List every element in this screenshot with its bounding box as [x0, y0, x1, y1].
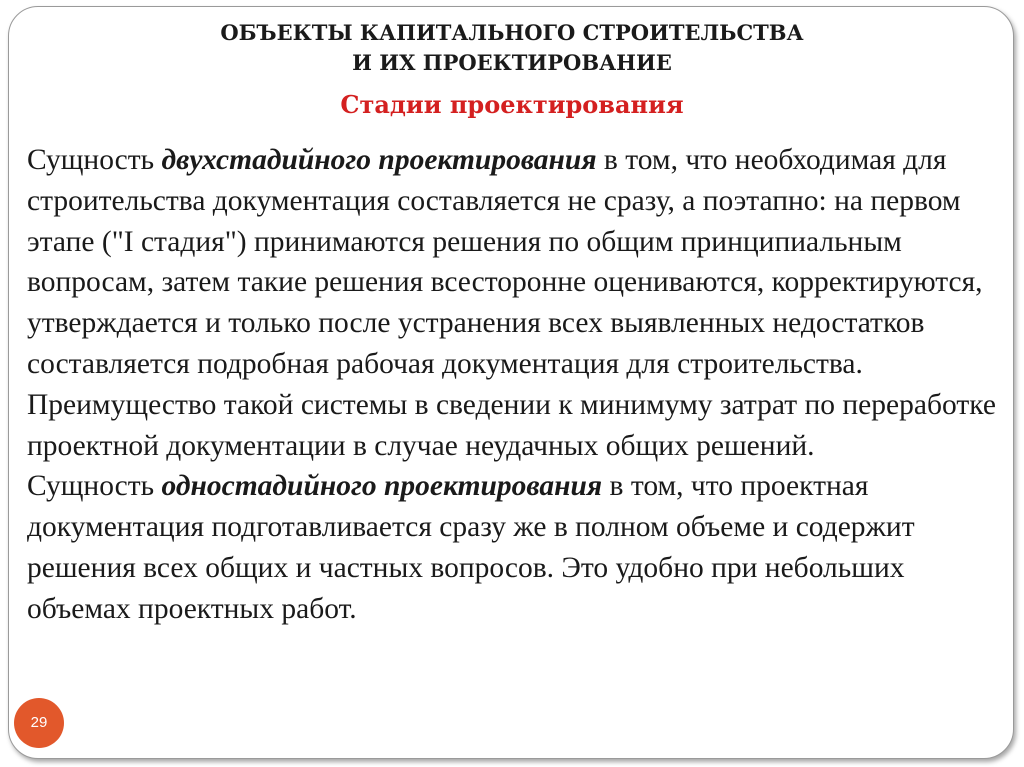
- paragraph-one-stage: [27, 466, 1002, 629]
- title-line-2: И ИХ ПРОЕКТИРОВАНИЕ: [352, 50, 672, 75]
- one-stage-design-term: одностадийного проектирования: [161, 470, 603, 503]
- title-line-1: ОБЪЕКТЫ КАПИТАЛЬНОГО СТРОИТЕЛЬСТВА: [220, 20, 804, 45]
- slide-title: [0, 18, 1024, 78]
- paragraph-two-stage: [27, 140, 1002, 466]
- two-stage-design-term: двухстадийного проектирования: [161, 144, 597, 176]
- paragraph-one-stage-text: в том, что проектная документация подготавливается сразу же в полном объеме и содержит решения всех общих и частных вопросов. Это удобно при небольших объемах проектных работ.: [27, 470, 915, 625]
- page-number-badge: 29: [14, 698, 64, 748]
- slide-body: [27, 140, 1002, 630]
- paragraph-two-stage-lead: Сущность: [27, 144, 162, 176]
- slide-subtitle: Стадии проектирования: [340, 90, 684, 119]
- paragraph-one-stage-lead: Сущность: [27, 470, 162, 503]
- paragraph-two-stage-text: в том, что необходимая для строительства документация составляется не сразу, а поэтапно: на первом этапе ("I стадия") принимаются решения по общим принципиальным вопросам, затем такие решения всесторонне оцениваются, корректируются, утверждается и только после устранения всех выявленных недостатков составляется подробная рабочая документация для строительства. Преимущество такой системы в сведении к минимуму затрат по переработке проектной документации в случае неудачных общих решений.: [27, 144, 996, 462]
